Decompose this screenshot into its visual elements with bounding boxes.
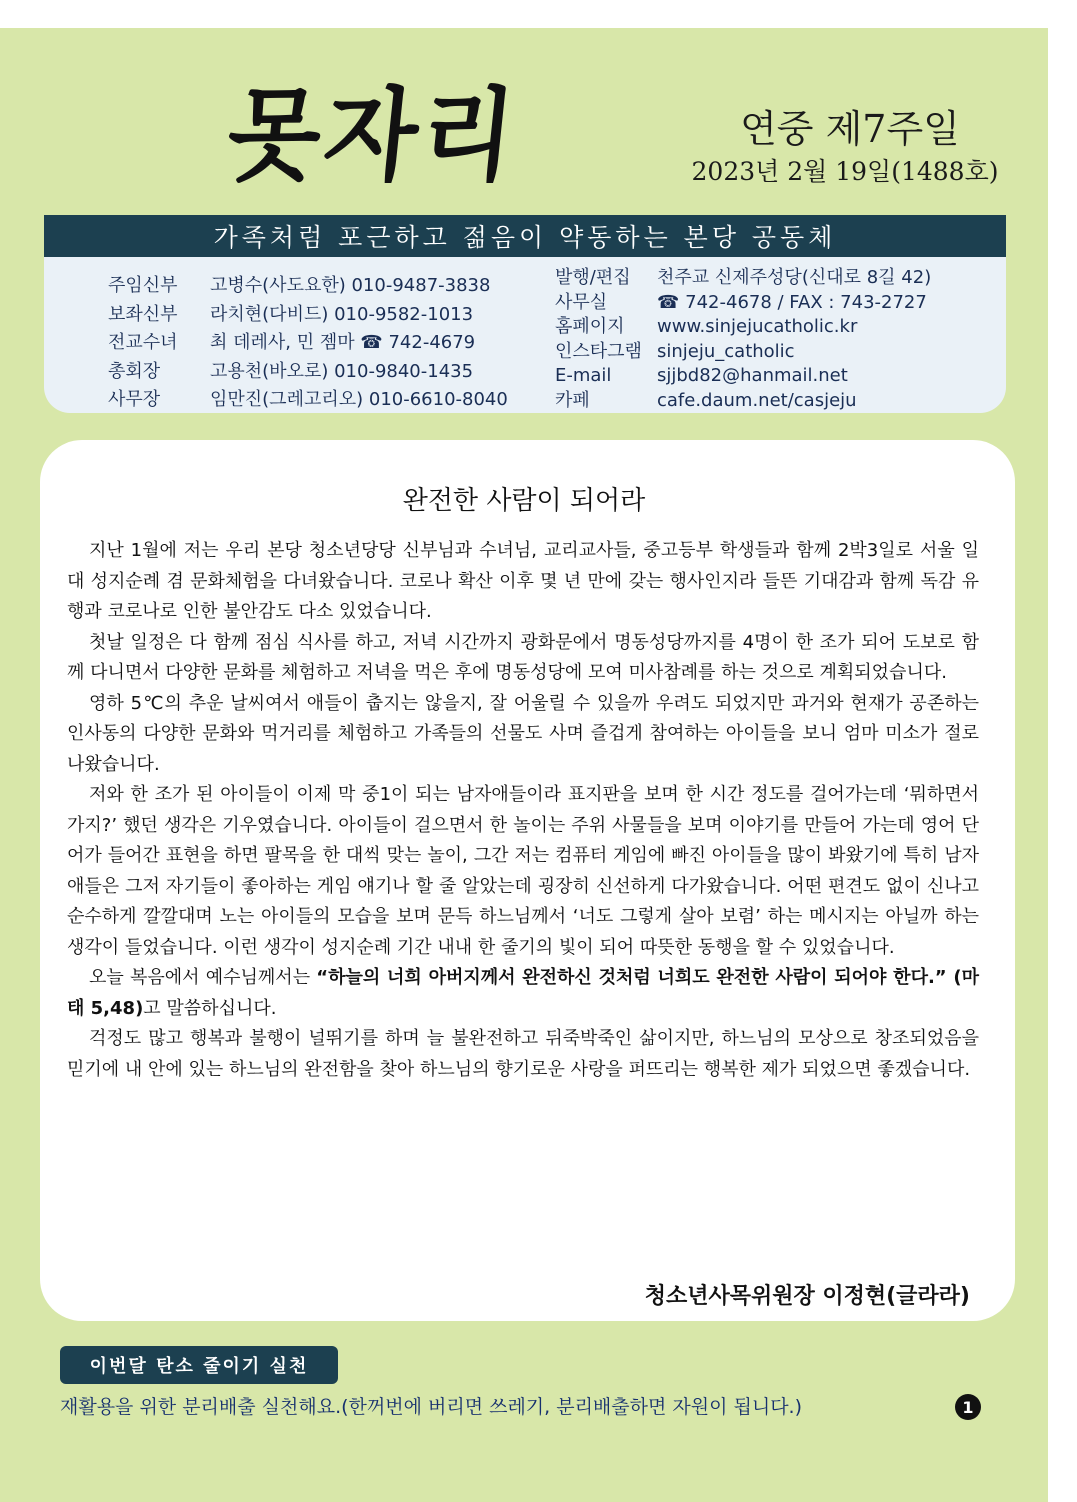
paragraph-text: 오늘 복음에서 예수님께서는 [89, 967, 317, 988]
contact-key: E-mail [555, 365, 612, 386]
article-paragraph [67, 963, 979, 1024]
article-paragraph: 지난 1월에 저는 우리 본당 청소년당당 신부님과 수녀님, 교리교사들, 중고등부 학생들과 함께 2박3일로 서울 일대 성지순례 겸 문화체험을 다녀왔습니다. 코로나 확산 이후 몇 년 만에 갖는 행사인지라 들뜬 기대감과 함께 독감 유행과 코로나로 인한 불안감도 다소 있었습니다. [67, 540, 979, 622]
page-number: 1 [955, 1394, 981, 1420]
staff-role: 전교수녀 [108, 332, 178, 353]
staff-row [108, 358, 508, 387]
contact-key: 발행/편집 [555, 267, 631, 288]
contact-key: 홈페이지 [555, 316, 625, 337]
contact-row [555, 291, 931, 316]
staff-row [108, 386, 508, 415]
staff-role: 사무장 [108, 389, 161, 410]
staff-value: 라치현(다비드) 010-9582-1013 [210, 303, 474, 325]
staff-value: 고용천(바오로) 010-9840-1435 [210, 360, 474, 382]
article-byline: 청소년사목위원장 이정현(글라라) [644, 1284, 970, 1309]
contact-key: 인스타그램 [555, 340, 642, 362]
contact-row [555, 389, 931, 414]
campaign-tag: 이번달 탄소 줄이기 실천 [60, 1346, 338, 1384]
article-title: 완전한 사람이 되어라 [402, 486, 646, 516]
staff-row [108, 329, 508, 358]
campaign-text: 재활용을 위한 분리배출 실천해요.(한꺼번에 버리면 쓰레기, 분리배출하면 자원이 됩니다.) [60, 1396, 803, 1418]
gospel-quote: “하늘의 너희 아버지께서 완전하신 것처럼 너희도 완전한 사람이 되어야 한다.” (마태 5,48) [67, 967, 979, 1019]
contact-value: ☎ 742-4678 / FAX : 743-2727 [657, 291, 927, 313]
staff-row [108, 272, 508, 301]
cafe-link[interactable]: cafe.daum.net/casjeju [657, 389, 857, 411]
article-paragraph: 저와 한 조가 된 아이들이 이제 막 중1이 되는 남자애들이라 표지판을 보며 한 시간 정도를 걸어가는데 ‘뭐하면서 가지?’ 했던 생각은 기우였습니다. 아이들이 걸으면서 한 놀이는 주위 사물들을 보며 이야기를 만들어 가는데 영어 단어가 들어간 표현을 하면 팔목을 한 대씩 맞는 놀이, 그간 저는 컴퓨터 게임에 빠진 아이들을 많이 봐왔기에 특히 남자애들은 그저 자기들이 좋아하는 게임 얘기나 할 줄 알았는데 굉장히 신선하게 다가왔습니다. 어떤 편견도 없이 신나고 순수하게 깔깔대며 노는 아이들의 모습을 보며 문득 하느님께서 ‘너도 그렇게 살아 보렴’ 하는 메시지는 아닐까 하는 생각이 들었습니다. 이런 생각이 성지순례 기간 내내 한 줄기의 빛이 되어 따뜻한 동행을 할 수 있었습니다. [67, 784, 979, 958]
contact-key: 카페 [555, 389, 590, 411]
article-body [67, 536, 979, 1085]
contact-key: 사무실 [555, 291, 608, 313]
contact-list [555, 266, 931, 413]
staff-row [108, 301, 508, 330]
staff-role: 주임신부 [108, 275, 178, 296]
staff-role: 보좌신부 [108, 303, 178, 325]
article-paragraph: 걱정도 많고 행복과 불행이 널뛰기를 하며 늘 불완전하고 뒤죽박죽인 삶이지만, 하느님의 모상으로 창조되었음을 믿기에 내 안에 있는 하느님의 완전함을 찾아 하느님의 향기로운 사랑을 퍼뜨리는 행복한 제가 되었으면 좋겠습니다. [67, 1028, 979, 1080]
parish-motto: 가족처럼 포근하고 젊음이 약동하는 본당 공동체 [44, 215, 1006, 257]
contact-row [555, 364, 931, 389]
article-paragraph: 영하 5℃의 추운 날씨여서 애들이 춥지는 않을지, 잘 어울릴 수 있을까 우려도 되었지만 과거와 현재가 공존하는 인사동의 다양한 문화와 먹거리를 체험하고 가족들의 선물도 사며 즐겁게 참여하는 아이들을 보니 엄마 미소가 절로 나왔습니다. [67, 692, 979, 775]
contact-row [555, 340, 931, 365]
staff-value: 임만진(그레고리오) 010-6610-8040 [210, 389, 508, 410]
issue-title: 연중 제7주일 [740, 107, 960, 151]
contact-row [555, 315, 931, 340]
contact-value: 천주교 신제주성당(신대로 8길 42) [657, 267, 932, 288]
article-paragraph: 첫날 일정은 다 함께 점심 식사를 하고, 저녁 시간까지 광화문에서 명동성당까지를 4명이 한 조가 되어 도보로 함께 다니면서 다양한 문화를 체험하고 저녁을 먹은 후에 명동성당에 모여 미사참례를 하는 것으로 계획되었습니다. [67, 631, 979, 683]
masthead-logo: 못자리 [221, 77, 525, 195]
homepage-link[interactable]: www.sinjejucatholic.kr [657, 316, 858, 337]
staff-list [108, 272, 508, 415]
email-link[interactable]: sjjbd82@hanmail.net [657, 365, 848, 386]
issue-date: 2023년 2월 19일(1488호) [691, 157, 999, 186]
instagram-handle[interactable]: sinjeju_catholic [657, 340, 795, 362]
staff-role: 총회장 [108, 360, 161, 382]
staff-value: 최 데레사, 민 젬마 ☎ 742-4679 [210, 332, 476, 353]
contact-row [555, 266, 931, 291]
staff-value: 고병수(사도요한) 010-9487-3838 [210, 275, 491, 296]
paragraph-text: 고 말씀하십니다. [143, 997, 277, 1019]
